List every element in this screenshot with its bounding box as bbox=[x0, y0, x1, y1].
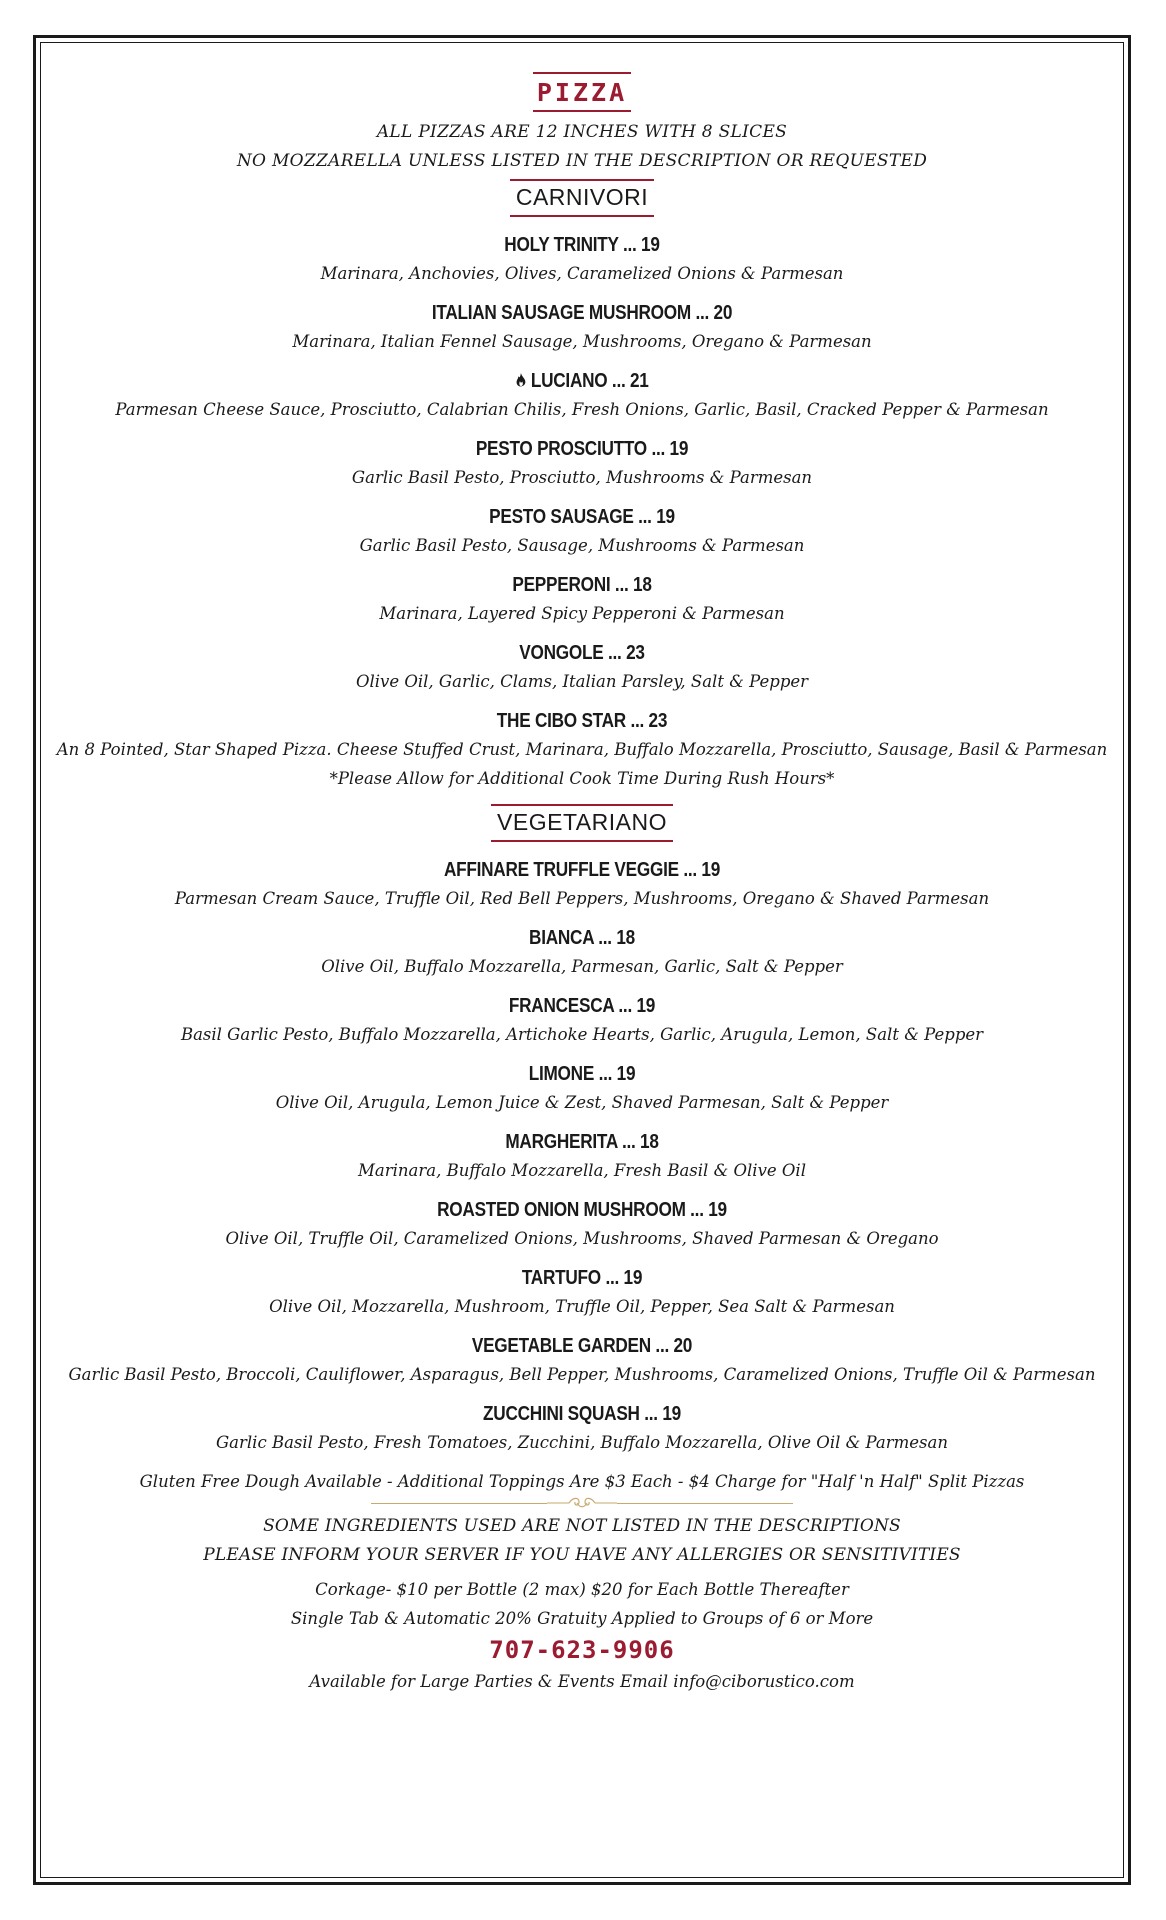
menu-item bbox=[40, 1060, 1124, 1117]
menu-item bbox=[40, 992, 1124, 1049]
menu-item-name-text: VEGETABLE GARDEN ... 20 bbox=[471, 1335, 693, 1357]
menu-item-name-text: THE CIBO STAR ... 23 bbox=[496, 710, 668, 732]
menu-item bbox=[40, 571, 1124, 628]
menu-item-name bbox=[116, 707, 1048, 735]
flame-icon bbox=[515, 373, 525, 388]
menu-item-description: Garlic Basil Pesto, Sausage, Mushrooms & Parmesan bbox=[359, 536, 805, 555]
menu-item-description: Garlic Basil Pesto, Prosciutto, Mushrooms & Parmesan bbox=[351, 468, 813, 487]
menu-item bbox=[40, 1264, 1124, 1321]
menu-item-name bbox=[116, 1264, 1048, 1292]
gratuity-note: Single Tab & Automatic 20% Gratuity Applied to Groups of 6 or More bbox=[290, 1609, 874, 1628]
menu-item bbox=[40, 503, 1124, 560]
menu-item-description: An 8 Pointed, Star Shaped Pizza. Cheese Stuffed Crust, Marinara, Buffalo Mozzarella, Prosciutto, Sausage, Basil & Parmesan bbox=[56, 740, 1108, 759]
menu-item bbox=[40, 1332, 1124, 1389]
category-header: VEGETARIANO bbox=[491, 804, 673, 842]
menu-item-description: Garlic Basil Pesto, Fresh Tomatoes, Zucchini, Buffalo Mozzarella, Olive Oil & Parmesan bbox=[216, 1433, 948, 1452]
menu-item-description: Parmesan Cream Sauce, Truffle Oil, Red Bell Peppers, Mushrooms, Oregano & Shaved Parmesan bbox=[174, 889, 990, 908]
menu-item-name bbox=[116, 992, 1048, 1020]
menu-item-description: Parmesan Cheese Sauce, Prosciutto, Calabrian Chilis, Fresh Onions, Garlic, Basil, Cracked Pepper & Parmesan bbox=[115, 400, 1049, 419]
menu-item bbox=[40, 435, 1124, 492]
menu-item-description: Marinara, Layered Spicy Pepperoni & Parmesan bbox=[379, 604, 785, 623]
menu-item bbox=[40, 924, 1124, 981]
allergy-warning: PLEASE INFORM YOUR SERVER IF YOU HAVE ANY ALLERGIES OR SENSITIVITIES bbox=[203, 1545, 961, 1565]
category-header: CARNIVORI bbox=[510, 179, 654, 217]
category-header-wrap bbox=[40, 804, 1124, 842]
menu-item-name-text: ROASTED ONION MUSHROOM ... 19 bbox=[437, 1199, 727, 1221]
events-note: Available for Large Parties & Events Email info@ciborustico.com bbox=[309, 1672, 855, 1691]
ornament-icon bbox=[547, 1496, 617, 1510]
menu-item-name bbox=[116, 1128, 1048, 1156]
menu-item-name bbox=[116, 1060, 1048, 1088]
menu-item-name bbox=[116, 435, 1048, 463]
menu-item-name-text: LIMONE ... 19 bbox=[528, 1063, 636, 1085]
menu-item-name-text: MARGHERITA ... 18 bbox=[505, 1131, 659, 1153]
menu-item-description: Basil Garlic Pesto, Buffalo Mozzarella, Artichoke Hearts, Garlic, Arugula, Lemon, Salt & Pepper bbox=[180, 1025, 984, 1044]
menu-item-name bbox=[116, 639, 1048, 667]
menu-item-description: Marinara, Anchovies, Olives, Caramelized Onions & Parmesan bbox=[320, 264, 844, 283]
menu-item-description: Olive Oil, Garlic, Clams, Italian Parsley, Salt & Pepper bbox=[355, 672, 809, 691]
menu-item bbox=[40, 231, 1124, 288]
menu-item-name-text: PEPPERONI ... 18 bbox=[512, 574, 652, 596]
phone-number[interactable]: 707-623-9906 bbox=[489, 1636, 675, 1664]
menu-item-description: Olive Oil, Buffalo Mozzarella, Parmesan, Garlic, Salt & Pepper bbox=[321, 957, 843, 976]
menu-item-name bbox=[116, 571, 1048, 599]
menu-sections bbox=[40, 179, 1124, 1457]
menu-item bbox=[40, 299, 1124, 356]
menu-page bbox=[40, 42, 1124, 1696]
menu-item bbox=[40, 367, 1124, 424]
menu-item-name-text: TARTUFO ... 19 bbox=[521, 1267, 643, 1289]
menu-item-name bbox=[116, 1332, 1048, 1360]
menu-item-name bbox=[116, 1400, 1048, 1428]
menu-item-description: Olive Oil, Truffle Oil, Caramelized Onions, Mushrooms, Shaved Parmesan & Oregano bbox=[225, 1229, 939, 1248]
corkage-note: Corkage- $10 per Bottle (2 max) $20 for Each Bottle Thereafter bbox=[315, 1580, 849, 1599]
menu-item-name-text: PESTO SAUSAGE ... 19 bbox=[489, 506, 675, 528]
menu-item-name-text: AFFINARE TRUFFLE VEGGIE ... 19 bbox=[443, 859, 721, 881]
menu-item-name bbox=[116, 299, 1048, 327]
menu-item bbox=[40, 1128, 1124, 1185]
title-wrap bbox=[40, 72, 1124, 112]
menu-item-description: Garlic Basil Pesto, Broccoli, Cauliflower, Asparagus, Bell Pepper, Mushrooms, Caramelized Onions, Truffle Oil & Parmesan bbox=[68, 1365, 1096, 1384]
menu-note: NO MOZZARELLA UNLESS LISTED IN THE DESCRIPTION OR REQUESTED bbox=[236, 151, 928, 171]
menu-item bbox=[40, 639, 1124, 696]
gluten-free-note: Gluten Free Dough Available - Additional Toppings Are $3 Each - $4 Charge for "Half 'n Half" Split Pizzas bbox=[139, 1472, 1025, 1491]
menu-item-name bbox=[116, 367, 1048, 395]
menu-item-name-text: FRANCESCA ... 19 bbox=[508, 995, 656, 1017]
allergy-warning: SOME INGREDIENTS USED ARE NOT LISTED IN THE DESCRIPTIONS bbox=[263, 1516, 901, 1536]
menu-item-description: Marinara, Italian Fennel Sausage, Mushrooms, Oregano & Parmesan bbox=[292, 332, 872, 351]
menu-item-name-text: HOLY TRINITY ... 19 bbox=[504, 234, 660, 256]
ornament-divider bbox=[40, 1496, 1124, 1510]
menu-item-description: Olive Oil, Arugula, Lemon Juice & Zest, Shaved Parmesan, Salt & Pepper bbox=[275, 1093, 889, 1112]
menu-note: ALL PIZZAS ARE 12 INCHES WITH 8 SLICES bbox=[376, 122, 788, 142]
menu-item-name-text: VONGOLE ... 23 bbox=[519, 642, 645, 664]
menu-item-name-text: BIANCA ... 18 bbox=[529, 927, 635, 949]
menu-item-name bbox=[116, 503, 1048, 531]
menu-item-description: Marinara, Buffalo Mozzarella, Fresh Basil & Olive Oil bbox=[358, 1161, 806, 1180]
menu-item-name-text: PESTO PROSCIUTTO ... 19 bbox=[475, 438, 689, 460]
menu-item bbox=[40, 1400, 1124, 1457]
menu-item-name bbox=[116, 231, 1048, 259]
menu-title: PIZZA bbox=[533, 72, 631, 112]
menu-item bbox=[40, 856, 1124, 913]
menu-item-description: *Please Allow for Additional Cook Time During Rush Hours* bbox=[329, 769, 835, 788]
menu-item-name bbox=[116, 924, 1048, 952]
menu-item-name-text: ZUCCHINI SQUASH ... 19 bbox=[483, 1403, 681, 1425]
menu-item bbox=[40, 707, 1124, 793]
menu-item-name-text: LUCIANO ... 21 bbox=[530, 370, 649, 392]
category-header-wrap bbox=[40, 179, 1124, 217]
menu-item-name bbox=[116, 1196, 1048, 1224]
menu-item-name bbox=[116, 856, 1048, 884]
menu-item bbox=[40, 1196, 1124, 1253]
menu-item-name-text: ITALIAN SAUSAGE MUSHROOM ... 20 bbox=[431, 302, 733, 324]
menu-item-description: Olive Oil, Mozzarella, Mushroom, Truffle Oil, Pepper, Sea Salt & Parmesan bbox=[269, 1297, 895, 1316]
